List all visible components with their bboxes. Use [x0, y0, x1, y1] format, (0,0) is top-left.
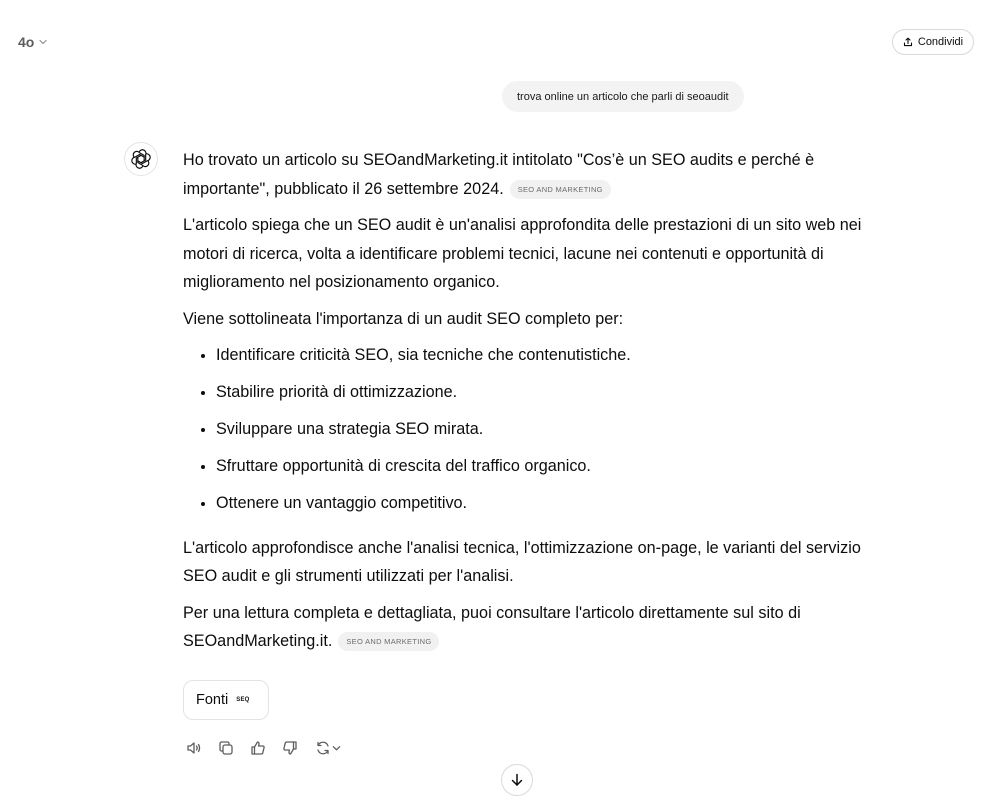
list-item: • Ottenere un vantaggio competitivo.	[216, 489, 895, 518]
chevron-down-icon	[38, 37, 48, 47]
model-selector[interactable]	[14, 31, 52, 53]
model-label: 4o	[18, 34, 35, 50]
copy-button[interactable]	[216, 738, 236, 758]
message-paragraph: L'articolo spiega che un SEO audit è un'analisi approfondita delle prestazioni di un sito web nei motori di ricerca, volta a identificare problemi tecnici, lacune nei contenuti e opportunità di miglioramento nel posizionamento organico.	[183, 216, 862, 291]
paragraph-text: Per una lettura completa e dettagliata, puoi consultare l'articolo direttamente sul sito di SEOandMarketing.it.	[183, 603, 801, 650]
regenerate-button[interactable]	[312, 738, 344, 758]
message-paragraph	[183, 599, 895, 656]
list-item: • Sviluppare una strategia SEO mirata.	[216, 415, 895, 444]
user-message-bubble	[502, 81, 744, 112]
sources-button[interactable]	[183, 680, 269, 720]
message-paragraph	[183, 146, 895, 203]
source-favicon-icon: SEQ	[236, 697, 250, 703]
assistant-message	[183, 146, 895, 664]
user-message-text: trova online un articolo che parli di seoaudit	[517, 90, 729, 103]
refresh-icon	[315, 740, 331, 756]
thumbs-down-icon	[282, 740, 298, 756]
share-label: Condividi	[917, 36, 964, 48]
thumbs-up-button[interactable]	[248, 738, 268, 758]
message-paragraph: L'articolo approfondisce anche l'analisi tecnica, l'ottimizzazione on-page, le varianti del servizio SEO audit e gli strumenti utilizzati per l'analisi.	[183, 538, 861, 585]
sources-label: Fonti	[196, 692, 229, 708]
speaker-icon	[186, 740, 202, 756]
assistant-avatar	[124, 142, 158, 176]
message-actions	[184, 737, 344, 759]
source-chip[interactable]: SEO AND MARKETING	[338, 632, 439, 651]
top-bar	[0, 0, 1000, 84]
list-item: • Stabilire priorità di ottimizzazione.	[216, 378, 895, 407]
thumbs-up-icon	[250, 740, 266, 756]
scroll-to-bottom-button[interactable]	[501, 764, 533, 796]
message-paragraph: Viene sottolineata l'importanza di un audit SEO completo per:	[183, 309, 624, 328]
openai-logo-icon	[131, 149, 151, 169]
thumbs-down-button[interactable]	[280, 738, 300, 758]
chevron-down-icon	[332, 744, 341, 753]
read-aloud-button[interactable]	[184, 738, 204, 758]
share-button[interactable]	[892, 29, 974, 55]
share-icon	[903, 37, 913, 47]
source-chip[interactable]: SEO AND MARKETING	[510, 180, 611, 199]
paragraph-text: Ho trovato un articolo su SEOandMarketing.it intitolato "Cos’è un SEO audits e perché è importante", pubblicato il 26 settembre 2024.	[183, 151, 815, 198]
arrow-down-icon	[509, 772, 525, 788]
copy-icon	[218, 740, 234, 756]
bullet-list	[183, 341, 895, 518]
list-item: • Identificare criticità SEO, sia tecniche che contenutistiche.	[216, 341, 895, 370]
list-item: • Sfruttare opportunità di crescita del traffico organico.	[216, 452, 895, 481]
